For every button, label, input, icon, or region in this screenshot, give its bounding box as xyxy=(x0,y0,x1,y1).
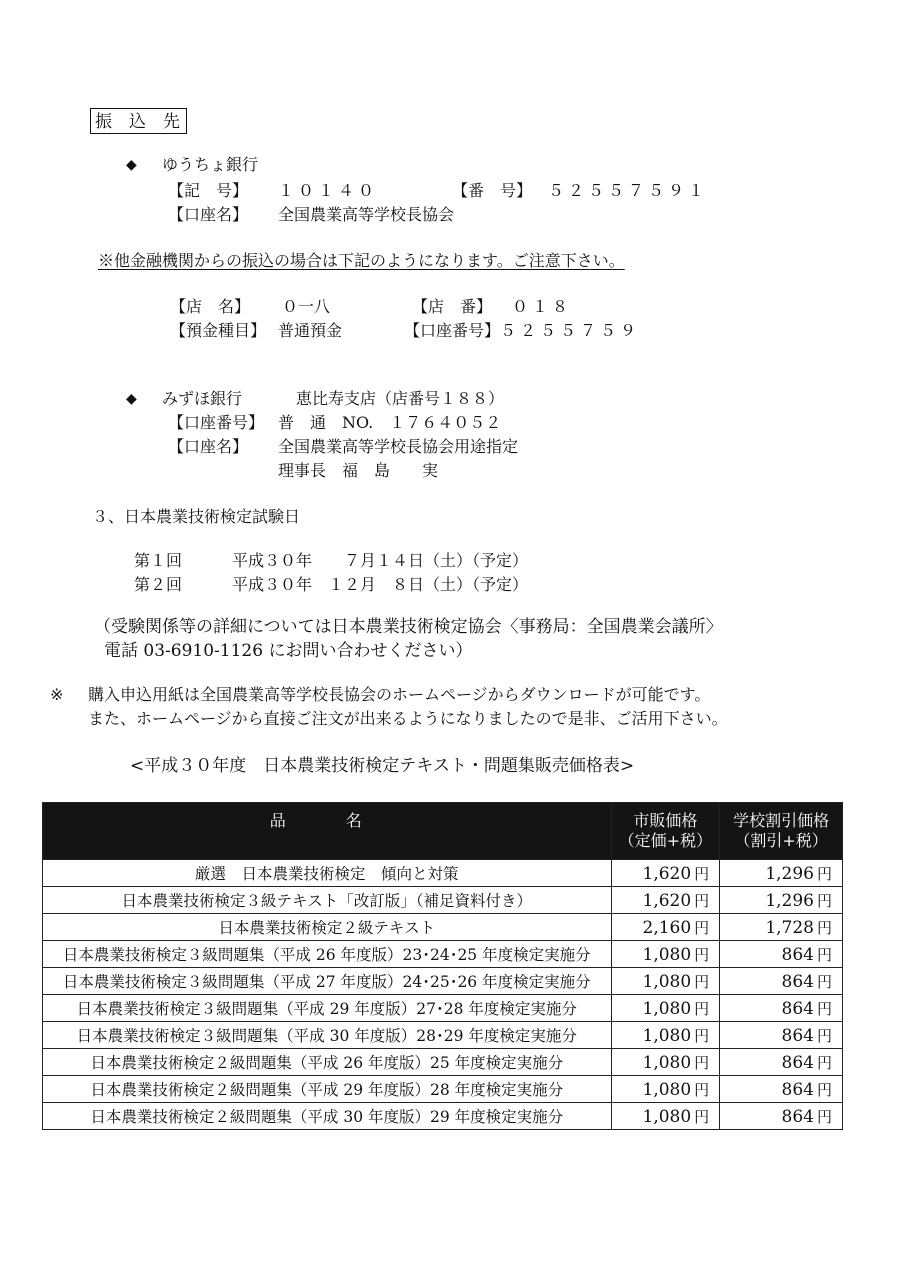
yen-unit: 円 xyxy=(694,891,710,910)
deposit-type-label: 【預金種目】 xyxy=(170,321,267,340)
yen-unit: 円 xyxy=(694,918,710,937)
mizuho-holder-label: 【口座名】 xyxy=(168,437,249,456)
market-price-value: 1,080 xyxy=(642,1106,692,1127)
market-price-value: 1,080 xyxy=(642,1052,692,1073)
yen-unit: 円 xyxy=(816,1053,832,1072)
market-price xyxy=(611,1049,720,1076)
mizuho-branch: 恵比寿支店（店番号１８８） xyxy=(296,389,505,408)
account-no-value: ５２５５７５９ xyxy=(500,321,641,340)
school-price-value: 864 xyxy=(781,1106,814,1127)
exam-round-2: 第２回 xyxy=(134,575,183,594)
exam-note-line-1: （受験関係等の詳細については日本農業技術検定協会〈事務局：全国農業会議所〉 xyxy=(94,617,723,637)
header-school-price-line-1: 学校割引価格 xyxy=(733,811,830,830)
branch-no-value: ０１８ xyxy=(512,297,573,316)
school-price xyxy=(720,1103,843,1130)
market-price-value: 1,620 xyxy=(642,890,692,911)
header-market-price xyxy=(611,803,720,860)
school-price-value: 864 xyxy=(781,971,814,992)
purchase-note-line-2: また、ホームページから直接ご注文が出来るようになりましたので是非、ご活用下さい。 xyxy=(88,709,728,728)
price-table-title: <平成３０年度 日本農業技術検定テキスト・問題集販売価格表> xyxy=(130,756,635,776)
market-price xyxy=(611,941,720,968)
purchase-note-line-1: 購入申込用紙は全国農業高等学校長協会のホームページからダウンロードが可能です。 xyxy=(88,685,711,704)
yen-unit: 円 xyxy=(694,1107,710,1126)
yen-unit: 円 xyxy=(816,918,832,937)
product-name: 日本農業技術検定２級問題集（平成 30 年度版）29 年度検定実施分 xyxy=(43,1103,612,1130)
school-price-value: 864 xyxy=(781,944,814,965)
mizuho-account-no-label: 【口座番号】 xyxy=(168,413,265,432)
yucho-bank-name: ゆうちょ銀行 xyxy=(162,155,259,174)
school-price xyxy=(720,968,843,995)
deposit-type-value: 普通預金 xyxy=(278,321,343,340)
product-name: 日本農業技術検定２級テキスト xyxy=(43,914,612,941)
product-name: 日本農業技術検定２級問題集（平成 29 年度版）28 年度検定実施分 xyxy=(43,1076,612,1103)
header-market-price-line-1: 市販価格 xyxy=(633,811,698,830)
mizuho-account-no-value: 普 通 NO. １７６４０５２ xyxy=(278,413,502,432)
product-name: 日本農業技術検定３級問題集（平成 27 年度版）24･25･26 年度検定実施分 xyxy=(43,968,612,995)
account-no-label: 【口座番号】 xyxy=(404,321,501,340)
product-name: 日本農業技術検定３級テキスト「改訂版」（補足資料付き） xyxy=(43,887,612,914)
school-price-value: 1,296 xyxy=(765,863,814,884)
yucho-code-value: １０１４０ xyxy=(278,181,379,200)
branch-value: ０一八 xyxy=(282,297,331,316)
market-price-value: 1,080 xyxy=(642,1079,692,1100)
product-name: 厳選 日本農業技術検定 傾向と対策 xyxy=(43,860,612,887)
market-price xyxy=(611,968,720,995)
market-price-value: 1,080 xyxy=(642,998,692,1019)
market-price-value: 1,620 xyxy=(642,863,692,884)
price-table xyxy=(42,802,843,1130)
product-name: 日本農業技術検定３級問題集（平成 30 年度版）28･29 年度検定実施分 xyxy=(43,1022,612,1049)
school-price-value: 1,728 xyxy=(765,917,814,938)
yucho-holder-label: 【口座名】 xyxy=(168,205,249,224)
header-school-price xyxy=(720,803,843,860)
market-price xyxy=(611,1103,720,1130)
yucho-number-label: 【番 号】 xyxy=(452,181,533,200)
school-price-value: 864 xyxy=(781,1052,814,1073)
yucho-number-value: ５２５５７５９１ xyxy=(548,181,709,200)
yen-unit: 円 xyxy=(816,999,832,1018)
yen-unit: 円 xyxy=(694,972,710,991)
school-price-value: 864 xyxy=(781,1079,814,1100)
table-row xyxy=(43,1022,843,1049)
school-price xyxy=(720,1049,843,1076)
market-price xyxy=(611,995,720,1022)
school-price xyxy=(720,887,843,914)
exam-date-1: 平成３０年 ７月１４日（土）（予定） xyxy=(232,551,529,570)
school-price xyxy=(720,1022,843,1049)
yen-unit: 円 xyxy=(816,1107,832,1126)
exam-round-1: 第１回 xyxy=(134,551,183,570)
yen-unit: 円 xyxy=(694,999,710,1018)
market-price-value: 1,080 xyxy=(642,944,692,965)
header-product-name: 品 名 xyxy=(43,803,612,860)
market-price-value: 1,080 xyxy=(642,971,692,992)
yucho-holder-value: 全国農業高等学校長協会 xyxy=(278,205,455,224)
product-name: 日本農業技術検定３級問題集（平成 29 年度版）27･28 年度検定実施分 xyxy=(43,995,612,1022)
table-row xyxy=(43,1103,843,1130)
yen-unit: 円 xyxy=(816,972,832,991)
diamond-bullet-icon: ◆ xyxy=(126,391,137,407)
table-row xyxy=(43,1049,843,1076)
market-price xyxy=(611,1076,720,1103)
market-price xyxy=(611,860,720,887)
exam-heading: ３、日本農業技術検定試験日 xyxy=(92,507,301,526)
yen-unit: 円 xyxy=(694,864,710,883)
school-price-value: 1,296 xyxy=(765,890,814,911)
yen-unit: 円 xyxy=(816,945,832,964)
product-name: 日本農業技術検定３級問題集（平成 26 年度版）23･24･25 年度検定実施分 xyxy=(43,941,612,968)
yen-unit: 円 xyxy=(816,1080,832,1099)
header-school-price-line-2: （割引+税） xyxy=(734,831,828,850)
price-table-header-row xyxy=(43,803,843,860)
yen-unit: 円 xyxy=(816,891,832,910)
exam-date-2: 平成３０年 １２月 ８日（土）（予定） xyxy=(232,575,529,594)
note-mark: ※ xyxy=(50,685,64,704)
table-row xyxy=(43,860,843,887)
yen-unit: 円 xyxy=(816,1026,832,1045)
school-price xyxy=(720,860,843,887)
product-name: 日本農業技術検定２級問題集（平成 26 年度版）25 年度検定実施分 xyxy=(43,1049,612,1076)
yen-unit: 円 xyxy=(694,945,710,964)
market-price xyxy=(611,1022,720,1049)
table-row xyxy=(43,995,843,1022)
header-market-price-line-2: （定価+税） xyxy=(618,831,713,850)
table-row xyxy=(43,1076,843,1103)
table-row xyxy=(43,887,843,914)
mizuho-bank-name: みずほ銀行 xyxy=(162,389,243,408)
school-price xyxy=(720,995,843,1022)
school-price-value: 864 xyxy=(781,1025,814,1046)
yen-unit: 円 xyxy=(694,1053,710,1072)
diamond-bullet-icon: ◆ xyxy=(126,157,137,173)
market-price xyxy=(611,887,720,914)
school-price xyxy=(720,914,843,941)
branch-no-label: 【店 番】 xyxy=(412,297,493,316)
market-price-value: 1,080 xyxy=(642,1025,692,1046)
table-row xyxy=(43,941,843,968)
school-price-value: 864 xyxy=(781,998,814,1019)
school-price xyxy=(720,941,843,968)
school-price xyxy=(720,1076,843,1103)
mizuho-holder-value: 全国農業高等学校長協会用途指定 xyxy=(278,437,519,456)
exam-note-line-2: 電話 03-6910-1126 にお問い合わせください） xyxy=(104,641,473,661)
yucho-code-label: 【記 号】 xyxy=(168,181,249,200)
yen-unit: 円 xyxy=(694,1080,710,1099)
table-row xyxy=(43,914,843,941)
table-row xyxy=(43,968,843,995)
market-price-value: 2,160 xyxy=(642,917,692,938)
yen-unit: 円 xyxy=(694,1026,710,1045)
market-price xyxy=(611,914,720,941)
branch-label: 【店 名】 xyxy=(170,297,251,316)
mizuho-holder-value-2: 理事長 福 島 実 xyxy=(278,461,439,480)
other-banks-notice: ※他金融機関からの振込の場合は下記のようになります。ご注意下さい。 xyxy=(98,251,625,270)
yen-unit: 円 xyxy=(816,864,832,883)
transfer-destination-heading: 振 込 先 xyxy=(90,108,187,134)
